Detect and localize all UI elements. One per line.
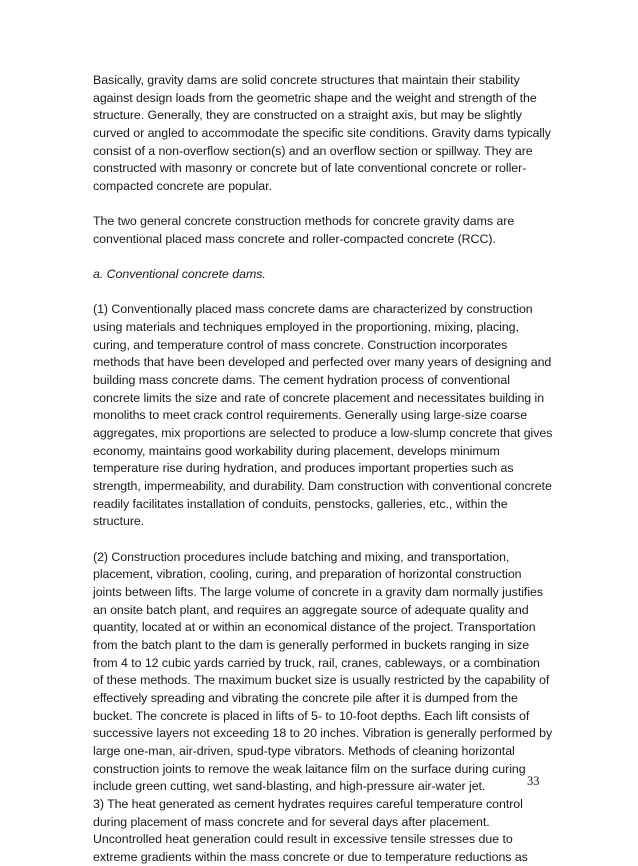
body-text (93, 72, 553, 866)
paragraph-item-1: (1) Conventionally placed mass concrete dams are characterized by construction using materials and techniques employed in the proportioning, mixing, placing, curing, and temperature control of mass concrete. Construction incorporates methods that have been developed and perfected over many years of designing and building mass concrete dams. The cement hydration process of conventional concrete limits the size and rate of concrete placement and necessitates building in monoliths to meet crack control requirements. Generally using large-size coarse aggregates, mix proportions are selected to produce a low-slump concrete that gives economy, maintains good workability during placement, develops minimum temperature rise during hydration, and produces important properties such as strength, impermeability, and durability. Dam construction with conventional concrete readily facilitates installation of conduits, penstocks, galleries, etc., within the structure. (93, 302, 553, 529)
paragraph-item-2: (2) Construction procedures include batching and mixing, and transportation, placement, vibration, cooling, curing, and preparation of horizontal construction joints between lifts. The large volume of concrete in a gravity dam normally justifies an onsite batch plant, and requires an aggregate source of adequate quality and quantity, located at or within an economical distance of the project. Transportation from the batch plant to the dam is generally performed in buckets ranging in size from 4 to 12 cubic yards carried by truck, rail, cranes, cableways, or a combination of these methods. The maximum bucket size is usually restricted by the capability of effectively spreading and vibrating the concrete pile after it is dumped from the bucket. The concrete is placed in lifts of 5- to 10-foot depths. Each lift consists of successive layers not exceeding 18 to 20 inches. Vibration is generally performed by large one-man, air-driven, spud-type vibrators. Methods of cleaning horizontal construction joints to remove the weak laitance film on the surface during curing include green cutting, wet sand-blasting, and high-pressure air-water jet. (93, 549, 553, 794)
paragraph-construction-methods: The two general concrete construction methods for concrete gravity dams are conventional placed mass concrete and roller-compacted concrete (RCC). (93, 214, 515, 246)
page-number: 33 (527, 774, 540, 788)
paragraph-intro: Basically, gravity dams are solid concrete structures that maintain their stability against design loads from the geometric shape and the weight and strength of the structure. Generally, they are constructed on a straight axis, but may be slightly curved or angled to accommodate the specific site conditions. Gravity dams typically consist of a non-overflow section(s) and an overflow section or spillway. They are constructed with masonry or concrete but of late conventional concrete or roller-compacted concrete are popular. (93, 73, 551, 193)
section-heading-conventional-dams: a. Conventional concrete dams. (93, 267, 266, 282)
paragraph-item-3: 3) The heat generated as cement hydrates requires careful temperature control during placement of mass concrete and for several days after placement. Uncontrolled heat generation could result in excessive tensile stresses due to extreme gradients within the mass concrete or due to temperature reductions as (93, 796, 528, 864)
